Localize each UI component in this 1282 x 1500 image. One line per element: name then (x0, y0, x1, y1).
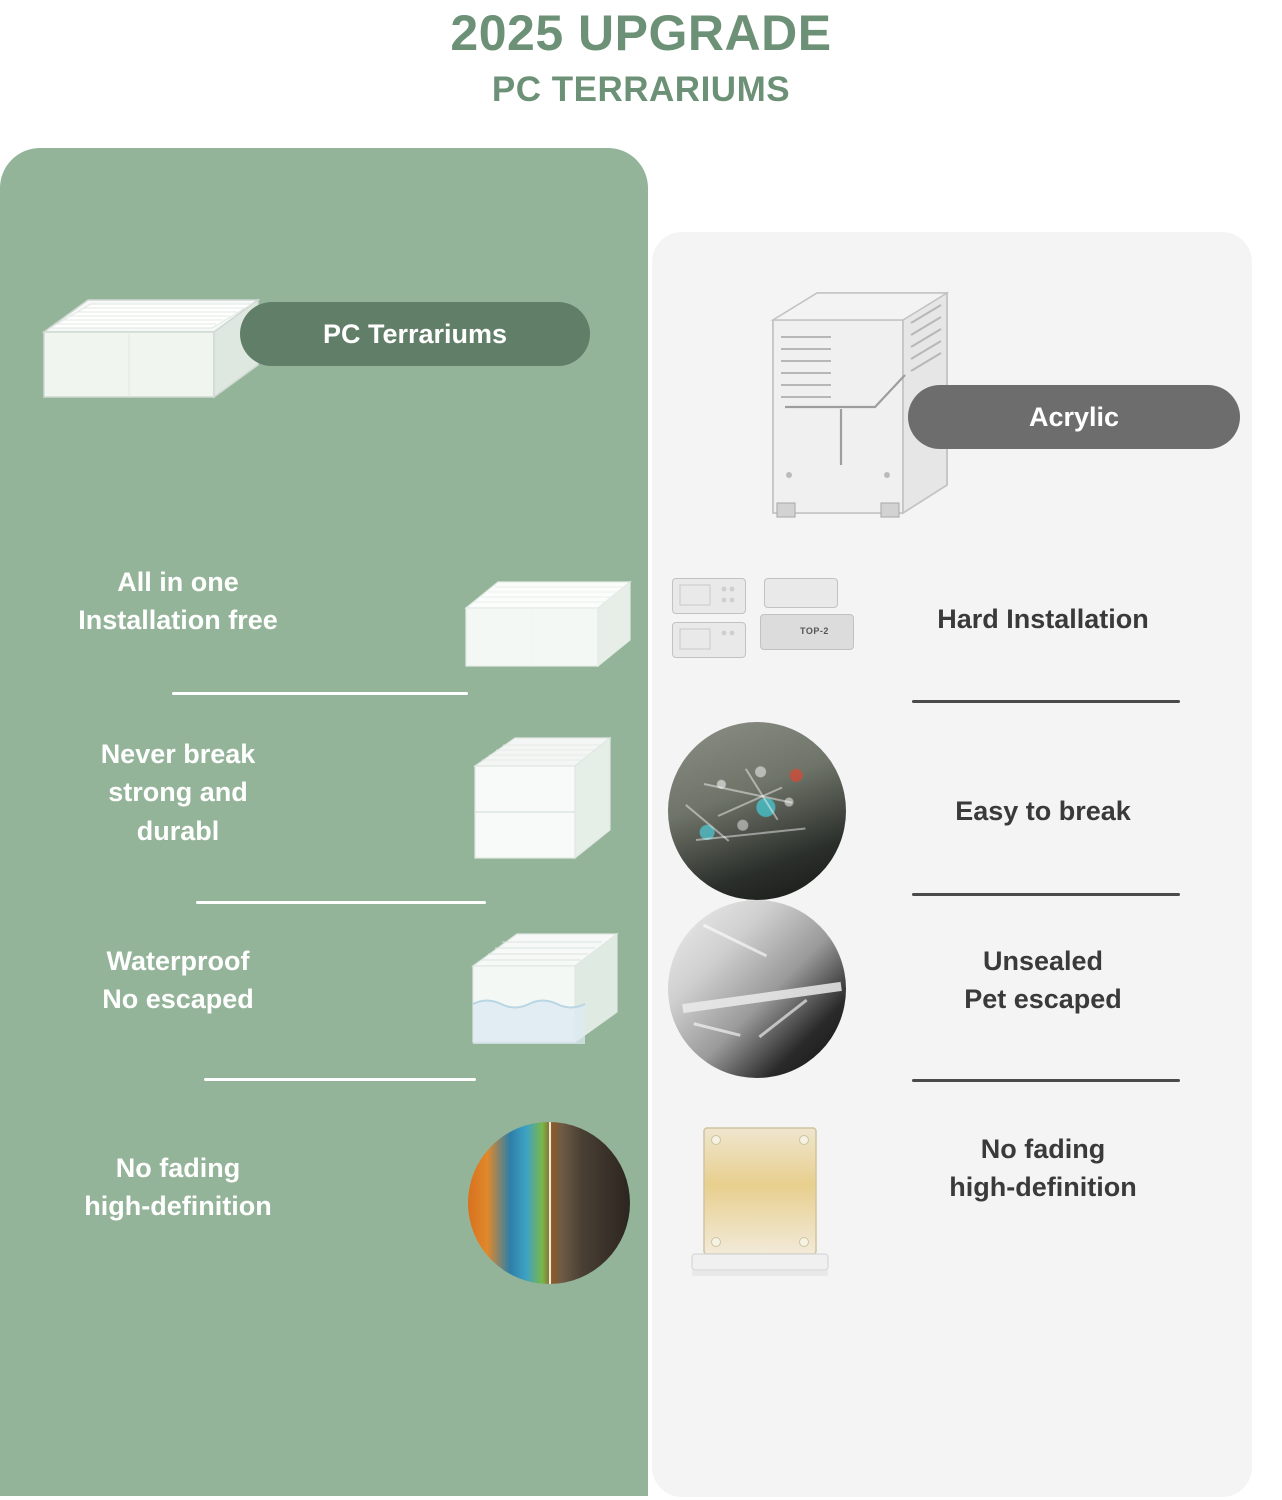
right-divider-2 (912, 893, 1180, 896)
right-feature-4-line2: high-definition (949, 1172, 1137, 1203)
left-feature-2-line3: durabl (136, 815, 220, 846)
right-feature-3-image (668, 900, 846, 1078)
right-column-label-text: Acrylic (1028, 401, 1120, 432)
right-feature-1-line1: Hard Installation (937, 604, 1149, 634)
page-title: 2025 UPGRADE (450, 5, 832, 61)
acrylic-part-lid (764, 578, 838, 608)
acrylic-part-panel-1-detail (674, 580, 742, 610)
right-feature-1-text (878, 600, 1208, 638)
right-divider-1 (912, 700, 1180, 703)
left-feature-3-line2: No escaped (102, 984, 254, 1015)
right-feature-3-text (878, 942, 1208, 1019)
page-subtitle: PC TERRARIUMS (491, 70, 791, 109)
left-divider-1 (172, 692, 468, 695)
right-feature-3-line1: Unsealed (982, 946, 1104, 976)
left-feature-3-image (455, 920, 635, 1055)
left-feature-4-text (28, 1149, 328, 1226)
right-feature-3-line2: Pet escaped (964, 984, 1122, 1015)
right-feature-2-line1: Easy to break (955, 796, 1131, 826)
left-divider-2 (196, 901, 486, 904)
left-feature-2-line2: strong and (108, 777, 248, 808)
right-feature-1-image (672, 578, 852, 656)
left-feature-1-line2: Installation free (78, 605, 278, 636)
left-divider-3 (204, 1078, 476, 1081)
left-feature-3-text (28, 942, 328, 1019)
left-feature-4-line2: high-definition (84, 1191, 272, 1222)
left-feature-4-image (468, 1122, 630, 1284)
right-feature-2-image (668, 722, 846, 900)
right-feature-4-image (690, 1122, 830, 1282)
acrylic-part-panel-2-detail (674, 624, 742, 654)
left-column-label-text: PC Terrariums (322, 318, 508, 349)
right-column-label (908, 385, 1240, 449)
left-feature-3-line1: Waterproof (106, 946, 250, 976)
left-feature-1-line1: All in one (117, 567, 239, 597)
left-feature-2-image (455, 726, 630, 871)
left-feature-4-line1: No fading (115, 1153, 241, 1183)
right-feature-2-text (878, 792, 1208, 830)
acrylic-part-base-label: TOP-2 (800, 626, 829, 636)
right-divider-3 (912, 1079, 1180, 1082)
right-feature-4-text (878, 1130, 1208, 1207)
left-feature-1-text (28, 563, 328, 640)
page-header (0, 0, 1282, 110)
right-feature-4-line1: No fading (980, 1134, 1106, 1164)
pc-terrarium-box-icon (36, 272, 266, 407)
left-feature-1-image (460, 562, 635, 677)
left-feature-2-text (28, 735, 328, 850)
left-feature-2-line1: Never break (100, 739, 256, 769)
left-column-label (240, 302, 590, 366)
